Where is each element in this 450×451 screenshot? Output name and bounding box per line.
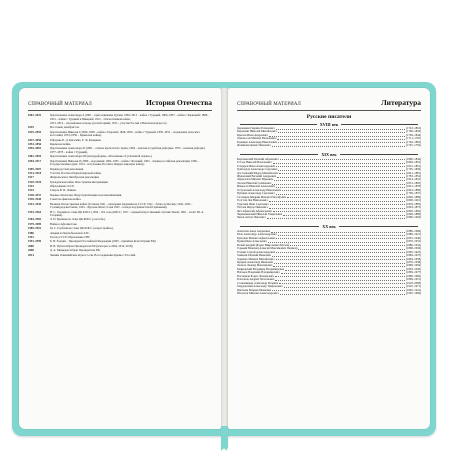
dot-leader: [267, 216, 406, 219]
dot-leader: [269, 134, 405, 137]
dot-leader: [272, 254, 405, 257]
event-text: Советско-финская война.: [50, 197, 82, 202]
event-text: Великая Отечественная война (22 июня 1941 – нападение Германии на СССР; 1941 – битва за Москву; 1942–1943 – Сталинградская битва; 1943 – Курская битва; 9 мая 1945 – победа над фашистской Германией).: [50, 201, 193, 210]
event-text: Царствование Николая I (1826–1828 – война с Персией; 1828–1829 – война с Турцией; 1830–1831 – подавление польского восстания; 1853–1856 – Крымская война).: [50, 129, 201, 138]
writer-years: (1814–1841): [406, 177, 421, 182]
century-heading: XVIII век: [237, 122, 421, 127]
writer-years: (1889–1966): [406, 228, 421, 233]
writer-years: (1899–1977): [406, 270, 421, 275]
writer-years: (1884–1937): [406, 253, 421, 258]
writer-name: Есенин Сергей Александрович: [237, 249, 276, 254]
writer-years: (1821–1878): [406, 184, 421, 189]
writer-years: (1800–1844): [406, 156, 421, 161]
dot-leader: [298, 247, 405, 250]
event-text: Первая русская революция.: [50, 166, 84, 171]
event-text: Царствование Александра I (1801 – присоединение Грузии; 1804–1813 – война с Турцией, 1806–1807 – война с Францией; 1808–1812 – война с Турцией и Швецией, 1812 – Отечественная война;: [50, 113, 209, 121]
writer-years: (1711–1765): [406, 136, 421, 141]
dot-leader: [278, 130, 405, 133]
writer-years: (1820–1892): [406, 208, 421, 213]
dot-leader: [272, 182, 405, 185]
event-text: Крымская война.: [50, 141, 72, 146]
event-year: 1928–1937: [28, 192, 42, 197]
writer-years: (1895–1925): [406, 249, 421, 254]
writer-name: Крылов Иван Андреевич: [237, 132, 268, 137]
event-year: 1986: [28, 230, 34, 235]
history-event-row: [28, 131, 212, 138]
writer-years: (1821–1881): [406, 170, 421, 175]
writer-years: (1743–1816): [406, 126, 421, 130]
dot-leader: [273, 161, 405, 164]
dot-leader: [279, 172, 405, 175]
century-gap: [237, 148, 421, 152]
writer-years: (1910–1971): [406, 284, 421, 289]
event-year: 2000: [28, 243, 34, 248]
event-year: 1985–1991: [28, 226, 42, 231]
section-title: Русские писатели: [306, 114, 352, 120]
writer-years: (1894–1958): [406, 256, 421, 261]
event-text: Февральская и Октябрьская революции.: [50, 175, 100, 180]
dot-leader: [277, 175, 405, 178]
event-text: Л. И. Брежнев во главе ЦК КПСС («застой»).: [50, 217, 106, 222]
writer-name: Булгаков Михаил Афанасьевич: [237, 235, 276, 240]
writer-years: (1745–1792): [406, 143, 421, 148]
dot-leader: [276, 185, 405, 188]
writer-name: Замятин Евгений Иванович: [237, 253, 271, 258]
writer-name: Горький Максим (Алексей Максимович Пешков): [237, 246, 298, 251]
writer-years: (1860–1904): [406, 215, 421, 220]
dot-leader: [275, 275, 405, 278]
writer-name: Толстой Лев Николаевич: [237, 198, 268, 203]
writer-row: [237, 292, 421, 295]
event-year: 1825–1855: [28, 129, 42, 134]
event-year: 2014: [28, 252, 34, 257]
writer-years: (1880–1921): [406, 232, 421, 237]
dot-leader: [273, 264, 405, 267]
dot-leader: [284, 285, 405, 288]
writer-years: (1769–1844): [406, 132, 421, 137]
century-heading: XX век: [237, 224, 421, 229]
writer-name: Державин Гавриил Романович: [237, 126, 275, 130]
writer-name: Островский Александр Николаевич: [237, 187, 282, 192]
event-year: 1941–1945: [28, 201, 42, 206]
left-page: [19, 88, 221, 429]
dot-leader: [276, 251, 405, 254]
writer-years: (1870–1953): [406, 239, 421, 244]
event-year: 1894–1917: [28, 158, 42, 163]
dot-leader: [280, 158, 406, 161]
history-event-row: [28, 203, 212, 210]
writer-years: (1826–1889): [406, 194, 421, 199]
writer-name: Лесков Николай Семёнович: [237, 180, 272, 185]
event-text: Война в Афганистане.: [50, 221, 78, 226]
event-text: Участие России в Первой мировой войне.: [50, 170, 102, 175]
event-text: Распад СССР. Образование СНГ.: [50, 234, 91, 239]
century-heading: XIX век: [237, 152, 421, 157]
writer-name: Зощенко Михаил Михайлович: [237, 256, 275, 261]
dot-leader: [287, 196, 405, 199]
dot-leader: [271, 230, 405, 233]
dot-leader: [274, 261, 405, 264]
writer-name: Ломоносов Михаил Васильевич: [237, 136, 277, 141]
writer-years: (1891–1940): [406, 235, 421, 240]
writer-name: Карамзин Николай Михайлович: [237, 129, 277, 134]
writer-name: Фонвизин Денис Иванович: [237, 143, 271, 148]
writer-years: (1749–1802): [406, 139, 421, 144]
dot-leader: [276, 165, 405, 168]
writer-years: (1795–1829): [406, 167, 421, 172]
writer-years: (1893–1930): [406, 266, 421, 271]
writer-years: (1905–1984): [406, 291, 421, 296]
event-year: 1853–1856: [28, 141, 42, 146]
writer-years: (1831–1895): [406, 180, 421, 185]
event-text: Смерть В. И. Ленина.: [50, 188, 77, 193]
writer-years: (1799–1837): [406, 191, 421, 196]
writer-name: Гончаров Иван Александрович: [237, 163, 276, 168]
writer-name: Твардовский Александр Трифонович: [237, 284, 283, 289]
dot-leader: [283, 213, 405, 216]
writer-years: (1890–1960): [406, 273, 421, 278]
dot-leader: [276, 237, 405, 240]
event-text: В. В. Путин избран Президентом РФ (повторно в 2004, 2012, 2018).: [50, 243, 134, 248]
right-page: [228, 88, 430, 429]
writer-name: Достоевский Фёдор Михайлович: [237, 170, 278, 175]
writer-name: Лермонтов Михаил Юрьевич: [237, 177, 274, 182]
event-year: 1801–1825: [28, 113, 42, 117]
dot-leader: [285, 268, 405, 271]
dot-leader: [278, 168, 405, 171]
writer-name: Леонов Леонид Максимович: [237, 263, 273, 268]
dot-leader: [280, 292, 406, 295]
writer-years: (1766–1826): [406, 129, 421, 134]
writer-name: Жуковский Василий Андреевич: [237, 173, 277, 178]
dot-leader: [277, 137, 405, 140]
writer-years: (1880–1934): [406, 242, 421, 247]
event-text: Б. Н. Ельцин – Президент Российской Федерации (1993 – принятие Конституции РФ).: [50, 239, 157, 244]
event-year: 1905–1907: [28, 166, 42, 171]
writer-name: Тургенев Иван Сергеевич: [237, 201, 269, 206]
history-event-row: [28, 254, 212, 258]
event-text: Царствование Александра II (1861 – отмена крепостного права; 1864 – земская и судебная реформы; 1874 – военная реформа; 1877–1878 – война с Турцией).: [50, 146, 206, 154]
right-page-header: [237, 98, 421, 111]
event-text: Авария на Чернобыльской АЭС.: [50, 230, 90, 235]
event-year: 1964–1982: [28, 217, 42, 222]
writer-years: (1812–1891): [406, 163, 421, 168]
century-gap: [237, 220, 421, 224]
writer-years: (1899–1951): [406, 277, 421, 282]
dot-leader: [272, 144, 405, 147]
history-event-row: [28, 160, 212, 167]
writer-name: Некрасов Николай Алексеевич: [237, 184, 276, 189]
event-year: 1991–1999: [28, 239, 42, 244]
writer-name: Фет Афанасий Афанасьевич: [237, 208, 272, 213]
writer-years: (1809–1852): [406, 160, 421, 165]
left-page-title: История Отечества: [145, 98, 212, 107]
writer-name: Гоголь Николай Васильевич: [237, 160, 272, 165]
bookmark-ribbon[interactable]: [221, 426, 228, 448]
right-page-title: Литература: [381, 98, 421, 107]
event-year: 1991: [28, 234, 34, 239]
writer-name: Пастернак Борис Леонидович: [237, 273, 274, 278]
event-year: 1918–1920: [28, 179, 42, 184]
history-events-list: [28, 114, 212, 258]
writer-name: Ахматова Анна Андреевна: [237, 228, 271, 233]
writer-name: Салтыков-Щедрин Михаил Евграфович: [237, 194, 287, 199]
writer-name: Радищев Александр Николаевич: [237, 139, 278, 144]
event-text: М. С. Горбачёв во главе ЦК КПСС («перестройка»).: [50, 226, 114, 231]
writer-name: Чехов Антон Павлович: [237, 215, 266, 220]
dot-leader: [272, 289, 405, 292]
writer-name: Тютчев Фёдор Иванович: [237, 205, 268, 210]
writer-name: Грибоедов Александр Сергеевич: [237, 167, 278, 172]
event-text: Образование СССР.: [50, 184, 75, 189]
event-text: Реформы П. Д. Киселёва, Е. Ф. Канкрина.: [50, 137, 102, 142]
dot-leader: [281, 271, 405, 274]
writer-name: Шолохов Михаил Александрович: [237, 291, 279, 296]
dot-leader: [276, 127, 406, 130]
event-year: 1924: [28, 188, 34, 193]
dot-leader: [278, 233, 405, 236]
writer-name: Баратынский Евгений Абрамович: [237, 156, 279, 161]
event-year: 1922: [28, 184, 34, 189]
event-year: 2008: [28, 248, 34, 253]
event-year: 1917: [28, 175, 34, 180]
writer-name: Пушкин Александр Сергеевич: [237, 191, 275, 196]
event-year: 1914–1918: [28, 170, 42, 175]
writer-name: Чернышевский Николай Гаврилович: [237, 211, 283, 216]
dot-leader: [290, 244, 405, 247]
writer-years: (1803–1873): [406, 205, 421, 210]
event-year: 1881–1894: [28, 154, 42, 159]
right-page-subtitle: СПРАВОЧНЫЙ МАТЕРИАЛ: [237, 102, 301, 107]
left-page-header: [28, 98, 212, 111]
dot-leader: [274, 178, 405, 181]
dot-leader: [275, 278, 405, 281]
event-text: Н. С. Хрущёв во главе ЦК КПСС (1956 – ХХ съезд КПСС; 1957 – первый искусственный спутник Земли; 1961 – полёт Ю. А. Гагарина).: [50, 209, 205, 218]
event-text: Д. А. Медведев избран Президентом РФ.: [50, 248, 101, 253]
left-page-subtitle: СПРАВОЧНЫЙ МАТЕРИАЛ: [28, 102, 92, 107]
writer-name: Солженицын Александр Исаевич: [237, 280, 279, 285]
writer-name: Набоков Владимир Владимирович: [237, 270, 280, 275]
writers-list: [237, 114, 421, 295]
writer-years: (1828–1889): [406, 211, 421, 216]
writer-years: (1899–1994): [406, 263, 421, 268]
dot-leader: [279, 282, 405, 285]
dot-leader: [278, 141, 405, 144]
event-text: Царствование Николая II (1896 – коронация; 1904–1905 – война с Японией; 1905 – первая российская революция; 1906 – Государственная дума; 1914 – вступление России в Первую мировую войну).: [50, 158, 199, 167]
dot-leader: [269, 199, 405, 202]
event-text: Гражданская война. Иностранная интервенция.: [50, 179, 109, 184]
writer-years: (1870–1938): [406, 259, 421, 264]
writer-years: (1918–2008): [406, 280, 421, 285]
event-text: Восстание декабристов.: [50, 125, 80, 130]
event-text: Царствование Александра III (контрреформы, «Положение об усиленной охране»).: [50, 154, 153, 159]
writer-name: Блок Александр Александрович: [237, 232, 277, 237]
dot-leader: [276, 192, 405, 195]
writer-name: Маяковский Владимир Владимирович: [237, 266, 285, 271]
book-gutter: [221, 88, 228, 429]
event-year: 1825: [28, 125, 34, 130]
writer-years: (1823–1886): [406, 187, 421, 192]
writer-years: (1783–1852): [406, 173, 421, 178]
centuries-container: [237, 122, 421, 296]
writer-name: Цветаева Марина Ивановна: [237, 287, 272, 292]
writer-years: (1818–1883): [406, 201, 421, 206]
writer-years: (1892–1941): [406, 287, 421, 292]
writer-name: Куприн Александр Иванович: [237, 259, 273, 264]
dot-leader: [282, 189, 405, 192]
dot-leader: [269, 206, 406, 209]
event-text: Зимние Олимпийские игры в Сочи. Воссоединение Крыма с Россией.: [50, 252, 136, 257]
dot-leader: [273, 210, 405, 213]
event-year: 1855–1881: [28, 146, 42, 151]
dot-leader: [270, 203, 405, 206]
writer-name: Платонов Андрей Платонович: [237, 277, 275, 282]
writer-years: (1828–1910): [406, 198, 421, 203]
event-text: 1813–1814 – заграничные походы русской армии; 1815 – участие России в Венском конгрессе).: [50, 120, 168, 125]
writer-name: Белый Андрей (Борис Николаевич Бугаев): [237, 242, 290, 247]
event-year: 1939–1940: [28, 197, 42, 202]
writer-years: (1868–1936): [406, 246, 421, 251]
dot-leader: [276, 258, 406, 261]
event-year: 1953–1964: [28, 209, 42, 214]
history-event-row: [28, 114, 212, 121]
event-text: Первые пятилетки. Индустриализация и коллективизация.: [50, 192, 122, 197]
writer-name: Бунин Иван Алексеевич: [237, 239, 267, 244]
event-year: 1979–1989: [28, 221, 42, 226]
event-year: 1837–1856: [28, 137, 42, 142]
